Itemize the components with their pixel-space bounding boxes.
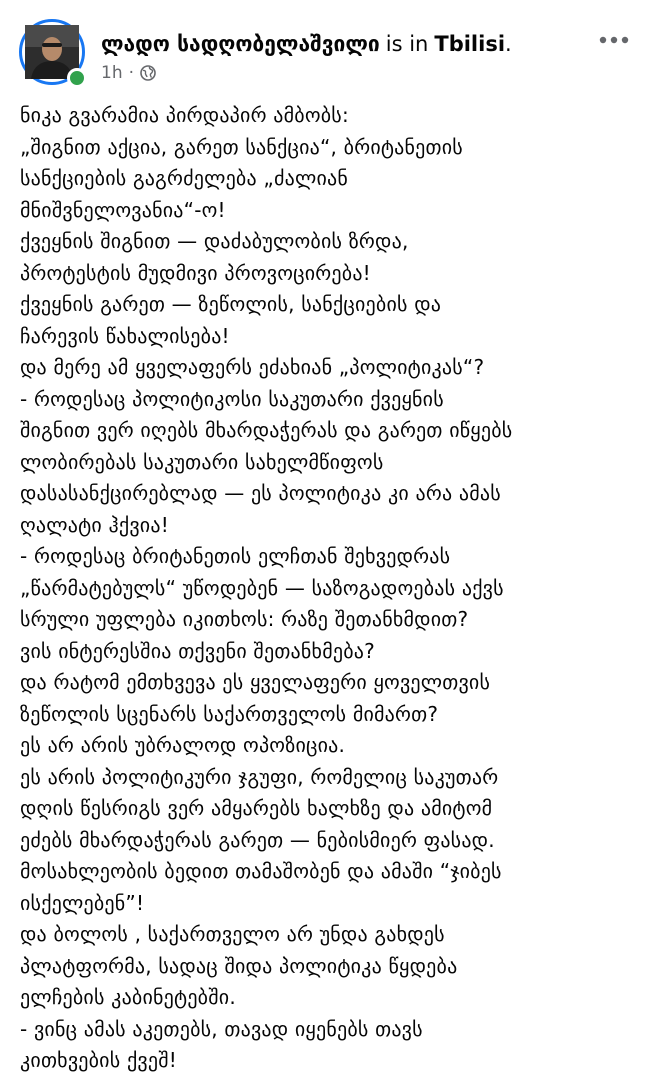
post-text-line: მნიშვნელოვანია“-ო! — [20, 197, 226, 222]
more-horizontal-icon — [599, 36, 629, 44]
author-name-link[interactable]: ლადო სადღობელაშვილი — [101, 32, 380, 56]
post-text-line: ეს არ არის უბრალოდ ოპოზიცია. — [20, 733, 346, 757]
location-suffix: . — [505, 32, 512, 56]
post-text-line: სანქციების გაგრძელება „ძალიან — [20, 166, 348, 190]
post-text-line: პროტესტის მუდმივი პროვოცირება! — [20, 260, 371, 285]
post-text-line: პლატფორმა, სადაც შიდა პოლიტიკა წყდება — [20, 953, 458, 978]
post-text-line: და ბოლოს , საქართველო არ უნდა გახდეს — [20, 922, 445, 946]
post-text-line: ქვეყნის გარეთ — ზეწოლის, სანქციების და — [20, 292, 442, 316]
checkin-text: is in — [385, 32, 429, 56]
avatar[interactable] — [19, 19, 85, 85]
post-text-line: - ვინც ამას აკეთებს, თავად იყენებს თავს — [20, 1016, 423, 1041]
post-header-line — [101, 27, 512, 61]
post-text-line: „შიგნით აქცია, გარეთ სანქცია“, ბრიტანეთის — [20, 134, 463, 159]
post-text-line: დასასანქცირებლად — ეს პოლიტიკა კი არა ამას — [20, 481, 501, 505]
post-text-line: - როდესაც პოლიტიკოსი საკუთარი ქვეყნის — [20, 386, 444, 411]
post-text-line: ნიკა გვარამია პირდაპირ ამბობს: — [20, 103, 349, 127]
post-timestamp[interactable]: 1h — [101, 63, 123, 83]
post-text-line: და რატომ ემთხვევა ეს ყველაფერი ყოველთვის — [20, 670, 491, 694]
post-text — [20, 100, 640, 1072]
post-meta — [101, 61, 156, 85]
post-text-line: ზეწოლის სცენარს საქართველოს მიმართ? — [20, 701, 439, 726]
post-text-line: მოსახლეობის ბედით თამაშობენ და ამაში “ჯიბეს — [20, 859, 502, 883]
meta-separator: · — [128, 63, 134, 83]
post-text-line: სრული უფლება იკითხოს: რაზე შეთანხმდით? — [20, 607, 469, 631]
post-text-line: ჩარევის წახალისება! — [20, 323, 230, 348]
post-text-line: ქვეყნის შიგნით — დაძაბულობის ზრდა, — [20, 229, 409, 253]
post-text-line: დღის წესრიგს ვერ ამყარებს ხალხზე და ამიტომ — [20, 796, 493, 820]
post-header — [0, 0, 652, 100]
post-text-line: „წარმატებულს“ უწოდებენ — საზოგადოებას აქვს — [20, 575, 504, 600]
globe-icon[interactable] — [140, 65, 156, 81]
post-text-line: კითხვების ქვეშ! — [20, 1048, 177, 1072]
post-text-line: ისქელებენ”! — [20, 890, 145, 915]
location-link[interactable]: Tbilisi — [434, 32, 506, 56]
post-text-line: შიგნით ვერ იღებს მხარდაჭერას და გარეთ იწყებს — [20, 418, 513, 442]
post-text-line: ელჩების კაბინეტებში. — [20, 985, 236, 1009]
post-text-line: ლობირებას საკუთარი სახელმწიფოს — [20, 449, 384, 474]
post-text-line: ეს არის პოლიტიკური ჯგუფი, რომელიც საკუთარ — [20, 764, 499, 789]
post-text-line: და მერე ამ ყველაფერს ეძახიან „პოლიტიკას“? — [20, 355, 485, 379]
post-text-line: ეძებს მხარდაჭერას გარეთ — ნებისმიერ ფასად. — [20, 827, 495, 852]
post-text-line: - როდესაც ბრიტანეთის ელჩთან შეხვედრას — [20, 544, 451, 568]
more-options-button[interactable] — [596, 26, 632, 54]
online-status-icon — [67, 68, 87, 88]
post-text-line: ღალატი ჰქვია! — [20, 512, 169, 537]
post-text-line: ვის ინტერესშია თქვენი შეთანხმება? — [20, 638, 375, 663]
